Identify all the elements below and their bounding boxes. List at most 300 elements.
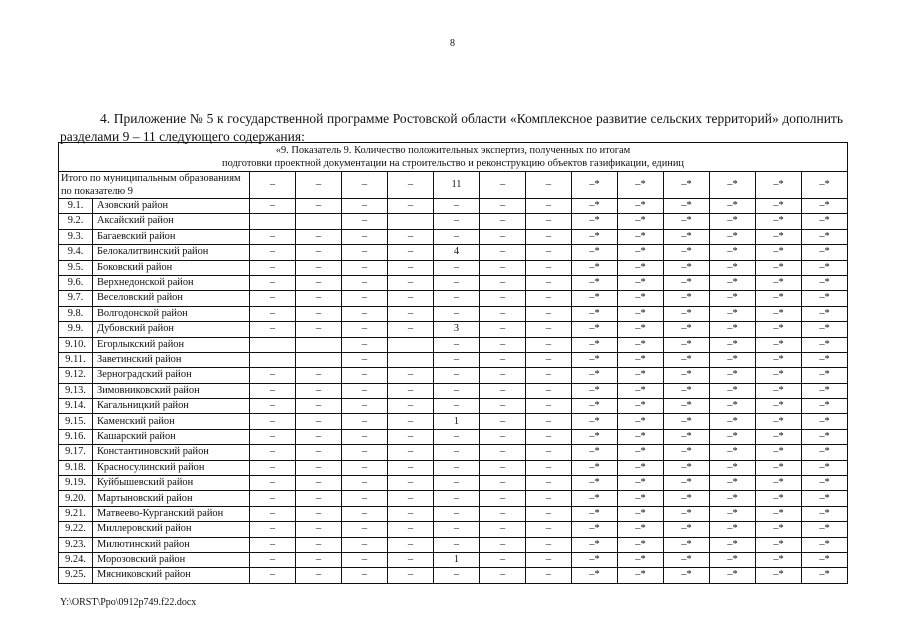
value-cell: – [250, 491, 296, 506]
value-cell: –* [618, 522, 664, 537]
value-cell: –* [802, 399, 848, 414]
row-number-cell: 9.18. [59, 460, 93, 475]
value-cell: – [342, 275, 388, 290]
value-cell: – [526, 229, 572, 244]
value-cell: – [342, 291, 388, 306]
table-row [59, 306, 848, 321]
value-cell: – [250, 322, 296, 337]
value-cell: – [526, 337, 572, 352]
value-cell: –* [618, 199, 664, 214]
value-cell: – [434, 214, 480, 229]
value-cell: – [434, 445, 480, 460]
value-cell: –* [756, 337, 802, 352]
value-cell: – [342, 229, 388, 244]
value-cell: –* [710, 399, 756, 414]
value-cell: – [526, 491, 572, 506]
value-cell: – [342, 476, 388, 491]
value-cell: –* [756, 199, 802, 214]
table-row [59, 399, 848, 414]
table-row [59, 245, 848, 260]
value-cell: –* [710, 552, 756, 567]
value-cell: – [342, 337, 388, 352]
value-cell [296, 337, 342, 352]
value-cell: –* [710, 383, 756, 398]
total-value-cell: 11 [434, 172, 480, 199]
value-cell: –* [618, 383, 664, 398]
value-cell: – [480, 445, 526, 460]
value-cell: – [342, 506, 388, 521]
value-cell: – [296, 275, 342, 290]
table-row [59, 322, 848, 337]
value-cell: – [480, 245, 526, 260]
value-cell: –* [664, 537, 710, 552]
district-name-cell: Дубовский район [93, 322, 250, 337]
table-row [59, 291, 848, 306]
district-name-cell: Заветинский район [93, 352, 250, 367]
table-caption-line-2: подготовки проектной документации на строительство и реконструкцию объектов газификации, единиц [222, 158, 684, 169]
value-cell: –* [572, 568, 618, 583]
value-cell: –* [664, 214, 710, 229]
value-cell: –* [664, 199, 710, 214]
district-name-cell: Красносулинский район [93, 460, 250, 475]
value-cell: – [388, 368, 434, 383]
value-cell: –* [618, 291, 664, 306]
value-cell: – [526, 306, 572, 321]
value-cell: –* [618, 352, 664, 367]
value-cell: – [296, 506, 342, 521]
value-cell: – [388, 291, 434, 306]
table-row [59, 445, 848, 460]
value-cell: – [296, 414, 342, 429]
value-cell: – [526, 399, 572, 414]
value-cell: –* [572, 522, 618, 537]
value-cell: – [296, 322, 342, 337]
value-cell: –* [618, 214, 664, 229]
table-row [59, 568, 848, 583]
value-cell: –* [802, 506, 848, 521]
total-value-cell: – [526, 172, 572, 199]
value-cell: –* [572, 460, 618, 475]
value-cell: – [434, 460, 480, 475]
value-cell: – [526, 260, 572, 275]
row-number-cell: 9.9. [59, 322, 93, 337]
district-name-cell: Боковский район [93, 260, 250, 275]
value-cell: – [388, 460, 434, 475]
value-cell: –* [572, 214, 618, 229]
value-cell: – [526, 352, 572, 367]
value-cell: –* [618, 568, 664, 583]
value-cell: – [434, 352, 480, 367]
district-name-cell: Веселовский район [93, 291, 250, 306]
value-cell: –* [802, 460, 848, 475]
value-cell: – [342, 368, 388, 383]
value-cell: –* [756, 537, 802, 552]
value-cell: – [250, 306, 296, 321]
value-cell: – [434, 306, 480, 321]
value-cell: –* [572, 199, 618, 214]
district-name-cell: Волгодонской район [93, 306, 250, 321]
value-cell: –* [572, 352, 618, 367]
value-cell: –* [618, 552, 664, 567]
total-value-cell: –* [664, 172, 710, 199]
value-cell: – [296, 399, 342, 414]
value-cell: –* [756, 429, 802, 444]
value-cell: – [250, 229, 296, 244]
table-row [59, 260, 848, 275]
value-cell: –* [572, 229, 618, 244]
value-cell: – [388, 429, 434, 444]
value-cell: –* [756, 414, 802, 429]
row-number-cell: 9.21. [59, 506, 93, 521]
value-cell: –* [618, 337, 664, 352]
value-cell: –* [710, 322, 756, 337]
value-cell: – [296, 552, 342, 567]
value-cell: –* [664, 337, 710, 352]
value-cell: –* [756, 229, 802, 244]
district-name-cell: Егорлыкский район [93, 337, 250, 352]
value-cell: –* [572, 383, 618, 398]
value-cell: –* [756, 214, 802, 229]
value-cell: –* [710, 245, 756, 260]
value-cell: – [480, 199, 526, 214]
value-cell: –* [710, 460, 756, 475]
value-cell: –* [756, 322, 802, 337]
value-cell: –* [572, 260, 618, 275]
value-cell: – [434, 383, 480, 398]
value-cell: –* [756, 275, 802, 290]
value-cell: – [342, 491, 388, 506]
value-cell: – [342, 460, 388, 475]
value-cell: –* [572, 306, 618, 321]
value-cell: –* [572, 399, 618, 414]
value-cell: – [250, 383, 296, 398]
table-row [59, 552, 848, 567]
value-cell: –* [756, 260, 802, 275]
value-cell: – [296, 245, 342, 260]
value-cell: – [526, 291, 572, 306]
value-cell: –* [664, 429, 710, 444]
value-cell [296, 214, 342, 229]
value-cell: – [480, 229, 526, 244]
value-cell: – [388, 399, 434, 414]
value-cell: – [296, 291, 342, 306]
table-row [59, 383, 848, 398]
value-cell: –* [802, 552, 848, 567]
value-cell: – [250, 199, 296, 214]
value-cell: –* [572, 476, 618, 491]
row-number-cell: 9.23. [59, 537, 93, 552]
value-cell: –* [802, 275, 848, 290]
value-cell: –* [710, 568, 756, 583]
value-cell: – [526, 368, 572, 383]
value-cell: – [388, 476, 434, 491]
value-cell: – [480, 214, 526, 229]
value-cell: – [342, 399, 388, 414]
value-cell: – [342, 260, 388, 275]
value-cell: –* [664, 322, 710, 337]
value-cell: –* [710, 214, 756, 229]
value-cell: –* [664, 568, 710, 583]
value-cell: – [342, 306, 388, 321]
value-cell: – [250, 414, 296, 429]
value-cell: –* [664, 291, 710, 306]
value-cell: – [250, 399, 296, 414]
value-cell: –* [756, 522, 802, 537]
total-value-cell: –* [572, 172, 618, 199]
value-cell [388, 352, 434, 367]
value-cell: –* [664, 445, 710, 460]
table-row [59, 275, 848, 290]
value-cell: –* [756, 476, 802, 491]
value-cell: –* [756, 568, 802, 583]
table-total-row [59, 172, 848, 199]
value-cell: –* [618, 399, 664, 414]
table-row [59, 491, 848, 506]
table-row [59, 229, 848, 244]
value-cell: –* [664, 368, 710, 383]
value-cell: – [342, 522, 388, 537]
value-cell: – [388, 522, 434, 537]
value-cell: – [342, 445, 388, 460]
value-cell: – [250, 460, 296, 475]
value-cell: – [434, 491, 480, 506]
value-cell: – [388, 306, 434, 321]
total-value-cell: – [250, 172, 296, 199]
row-number-cell: 9.25. [59, 568, 93, 583]
value-cell: –* [618, 460, 664, 475]
value-cell: – [434, 368, 480, 383]
value-cell: –* [802, 445, 848, 460]
table-row [59, 506, 848, 521]
district-name-cell: Кашарский район [93, 429, 250, 444]
value-cell: – [250, 260, 296, 275]
row-number-cell: 9.7. [59, 291, 93, 306]
district-name-cell: Матвеево-Курганский район [93, 506, 250, 521]
value-cell: –* [802, 476, 848, 491]
value-cell: – [296, 445, 342, 460]
value-cell: –* [664, 229, 710, 244]
value-cell: –* [710, 414, 756, 429]
row-number-cell: 9.13. [59, 383, 93, 398]
value-cell: –* [618, 322, 664, 337]
value-cell: –* [664, 552, 710, 567]
value-cell: –* [618, 306, 664, 321]
row-number-cell: 9.1. [59, 199, 93, 214]
value-cell: –* [756, 552, 802, 567]
row-number-cell: 9.19. [59, 476, 93, 491]
value-cell: –* [756, 383, 802, 398]
value-cell: –* [802, 368, 848, 383]
value-cell: – [342, 383, 388, 398]
value-cell: – [342, 568, 388, 583]
value-cell: – [434, 229, 480, 244]
value-cell: – [526, 414, 572, 429]
value-cell: –* [710, 537, 756, 552]
value-cell: –* [572, 537, 618, 552]
value-cell: – [296, 522, 342, 537]
value-cell: –* [756, 352, 802, 367]
value-cell: – [250, 506, 296, 521]
value-cell: –* [572, 337, 618, 352]
value-cell: – [250, 476, 296, 491]
value-cell: –* [664, 476, 710, 491]
district-name-cell: Зерноградский район [93, 368, 250, 383]
total-value-cell: –* [756, 172, 802, 199]
total-value-cell: –* [618, 172, 664, 199]
value-cell: – [480, 337, 526, 352]
value-cell: –* [710, 368, 756, 383]
value-cell: – [526, 568, 572, 583]
district-name-cell: Миллеровский район [93, 522, 250, 537]
value-cell: – [526, 552, 572, 567]
row-number-cell: 9.10. [59, 337, 93, 352]
value-cell: – [342, 414, 388, 429]
table-row [59, 537, 848, 552]
district-name-cell: Морозовский район [93, 552, 250, 567]
value-cell: –* [802, 337, 848, 352]
value-cell: –* [802, 229, 848, 244]
value-cell: – [388, 552, 434, 567]
value-cell: –* [664, 275, 710, 290]
value-cell: – [434, 537, 480, 552]
value-cell: – [388, 506, 434, 521]
table-row [59, 414, 848, 429]
table-row [59, 337, 848, 352]
table-row [59, 352, 848, 367]
value-cell: – [250, 429, 296, 444]
value-cell: –* [756, 306, 802, 321]
row-number-cell: 9.22. [59, 522, 93, 537]
value-cell [250, 214, 296, 229]
value-cell: –* [618, 537, 664, 552]
value-cell: – [388, 568, 434, 583]
value-cell: –* [710, 306, 756, 321]
total-value-cell: –* [710, 172, 756, 199]
value-cell: – [388, 245, 434, 260]
row-number-cell: 9.2. [59, 214, 93, 229]
value-cell: –* [664, 522, 710, 537]
value-cell: – [388, 275, 434, 290]
table-row [59, 476, 848, 491]
value-cell: –* [802, 491, 848, 506]
value-cell: –* [802, 322, 848, 337]
value-cell: – [526, 383, 572, 398]
row-number-cell: 9.11. [59, 352, 93, 367]
value-cell: –* [710, 491, 756, 506]
value-cell: – [388, 199, 434, 214]
value-cell: –* [572, 506, 618, 521]
district-name-cell: Мясниковский район [93, 568, 250, 583]
value-cell: – [388, 491, 434, 506]
total-value-cell: – [296, 172, 342, 199]
row-number-cell: 9.8. [59, 306, 93, 321]
value-cell: –* [756, 460, 802, 475]
value-cell: –* [664, 306, 710, 321]
value-cell: – [526, 322, 572, 337]
district-name-cell: Кагальницкий район [93, 399, 250, 414]
value-cell: – [296, 491, 342, 506]
value-cell: –* [664, 460, 710, 475]
value-cell: –* [618, 491, 664, 506]
district-name-cell: Белокалитвинский район [93, 245, 250, 260]
value-cell [250, 337, 296, 352]
value-cell: –* [802, 260, 848, 275]
value-cell: –* [802, 291, 848, 306]
value-cell: –* [618, 275, 664, 290]
value-cell: –* [618, 229, 664, 244]
value-cell: – [250, 291, 296, 306]
row-number-cell: 9.12. [59, 368, 93, 383]
table-caption-line-1: «9. Показатель 9. Количество положительных экспертиз, полученных по итогам [275, 145, 631, 156]
value-cell: – [434, 522, 480, 537]
value-cell: 1 [434, 552, 480, 567]
row-number-cell: 9.24. [59, 552, 93, 567]
value-cell: – [434, 199, 480, 214]
value-cell: –* [664, 414, 710, 429]
value-cell: – [526, 522, 572, 537]
value-cell: – [342, 245, 388, 260]
value-cell: –* [802, 522, 848, 537]
total-value-cell: – [388, 172, 434, 199]
value-cell: – [296, 383, 342, 398]
value-cell: – [434, 291, 480, 306]
total-label: Итого по муниципальным образованиям по показателю 9 [59, 172, 250, 199]
intro-paragraph: 4. Приложение № 5 к государственной программе Ростовской области «Комплексное развитие сельских территорий» дополнить разделами 9 – 11 следующего содержания: [60, 110, 843, 144]
value-cell: –* [664, 491, 710, 506]
row-number-cell: 9.15. [59, 414, 93, 429]
value-cell [250, 352, 296, 367]
table-row [59, 522, 848, 537]
value-cell: –* [710, 291, 756, 306]
value-cell: – [480, 537, 526, 552]
value-cell: –* [710, 506, 756, 521]
value-cell: 3 [434, 322, 480, 337]
value-cell: –* [802, 568, 848, 583]
value-cell: – [250, 568, 296, 583]
value-cell: – [480, 552, 526, 567]
value-cell: – [480, 506, 526, 521]
value-cell: – [434, 337, 480, 352]
value-cell: –* [756, 491, 802, 506]
value-cell: – [296, 229, 342, 244]
value-cell: 4 [434, 245, 480, 260]
value-cell: –* [664, 399, 710, 414]
value-cell: –* [710, 275, 756, 290]
value-cell: – [388, 322, 434, 337]
value-cell: –* [710, 337, 756, 352]
value-cell: – [526, 275, 572, 290]
district-name-cell: Багаевский район [93, 229, 250, 244]
value-cell: – [480, 352, 526, 367]
value-cell: – [480, 491, 526, 506]
value-cell: –* [802, 352, 848, 367]
value-cell [388, 214, 434, 229]
value-cell: –* [756, 245, 802, 260]
value-cell: –* [572, 291, 618, 306]
value-cell: – [480, 291, 526, 306]
value-cell: –* [802, 414, 848, 429]
value-cell: – [526, 460, 572, 475]
value-cell: –* [572, 414, 618, 429]
district-name-cell: Куйбышевский район [93, 476, 250, 491]
table-caption-row [59, 143, 848, 172]
value-cell: – [480, 429, 526, 444]
value-cell: –* [710, 476, 756, 491]
district-name-cell: Зимовниковский район [93, 383, 250, 398]
value-cell: –* [664, 260, 710, 275]
value-cell: –* [664, 352, 710, 367]
value-cell: –* [664, 383, 710, 398]
